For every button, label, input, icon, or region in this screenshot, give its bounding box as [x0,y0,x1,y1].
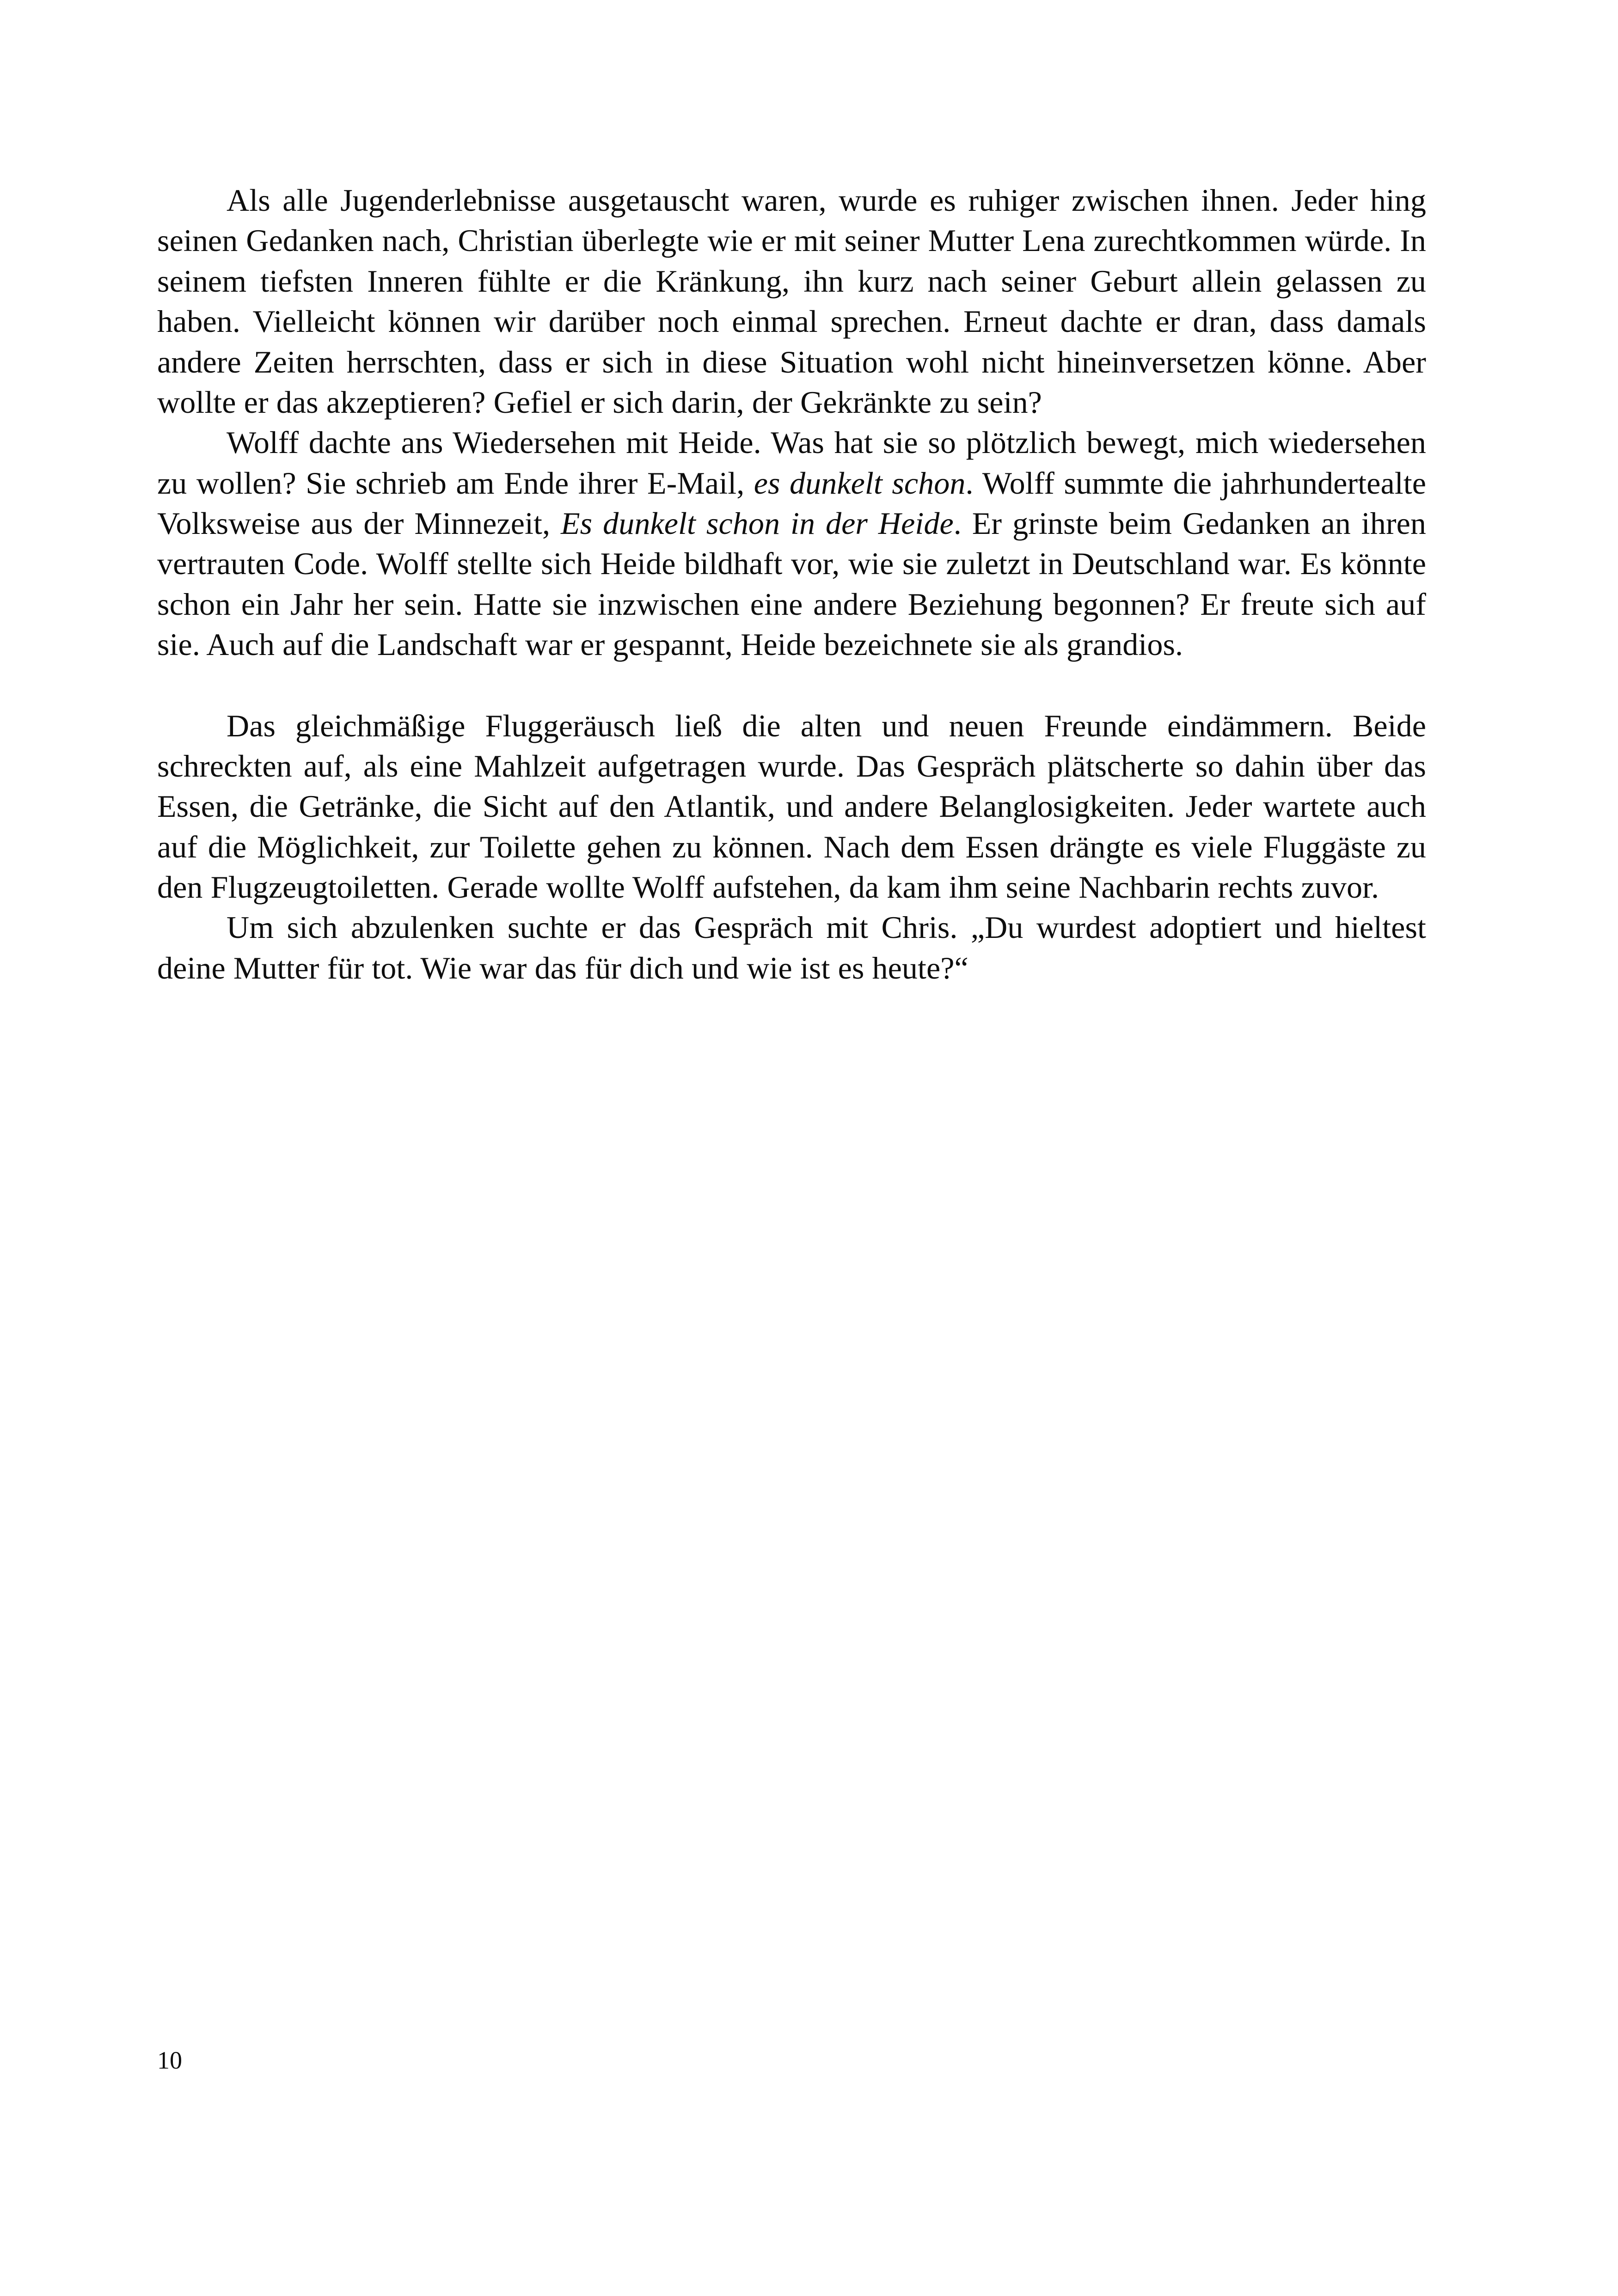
text-run: . Wolff summte die jahrhundertealte Volksweise aus der Minnezeit, [157,465,1426,541]
paragraph [157,907,1426,988]
emphasis-text: es dunkelt schon [754,465,966,501]
paragraph [157,180,1426,422]
text-run: Als alle Jugenderlebnisse ausgetauscht waren, wurde es ruhiger zwischen ihnen. Jeder hing seinen Gedanken nach, Christian überlegte wie er mit seiner Mutter Lena zurechtkommen würde. In seinem tiefsten Inneren fühlte er die Kränkung, ihn kurz nach seiner Geburt allein gelassen zu haben. Vielleicht können wir darüber noch einmal sprechen. Erneut dachte er dran, dass damals andere Zeiten herrschten, dass er sich in diese Situation wohl nicht hineinversetzen könne. Aber wollte er das akzeptieren? Gefiel er sich darin, der Gekränkte zu sein? [157,183,1426,420]
text-run: Wolff dachte ans Wiedersehen mit Heide. Was hat sie so plötzlich bewegt, mich wiedersehen zu wollen? Sie schrieb am Ende ihrer E-Mail, [157,425,1426,501]
text-run: . Er grinste beim Gedanken an ihren vertrauten Code. Wolff stellte sich Heide bildhaft vor, wie sie zuletzt in Deutschland war. Es könnte schon ein Jahr her sein. Hatte sie inzwischen eine andere Beziehung begonnen? Er freute sich auf sie. Auch auf die Landschaft war er gespannt, Heide bezeichnete sie als grandios. [157,506,1427,662]
page-number: 10 [157,2046,182,2074]
paragraph [157,706,1426,908]
text-run: Um sich abzulenken suchte er das Gespräch mit Chris. „Du wurdest adoptiert und hieltest deine Mutter für tot. Wie war das für dich und wie ist es heute?“ [157,910,1426,986]
paragraph [157,422,1426,665]
emphasis-text: Es dunkelt schon in der Heide [561,506,954,541]
body-text [157,180,1426,988]
text-run: Das gleichmäßige Fluggeräusch ließ die alten und neuen Freunde eindämmern. Beide schreckten auf, als eine Mahlzeit aufgetragen wurde. Das Gespräch plätscherte so dahin über das Essen, die Getränke, die Sicht auf den Atlantik, und andere Belanglosigkeiten. Jeder wartete auch auf die Möglichkeit, zur Toilette gehen zu können. Nach dem Essen drängte es viele Fluggäste zu den Flugzeugtoiletten. Gerade wollte Wolff aufstehen, da kam ihm seine Nachbarin rechts zuvor. [157,708,1426,905]
